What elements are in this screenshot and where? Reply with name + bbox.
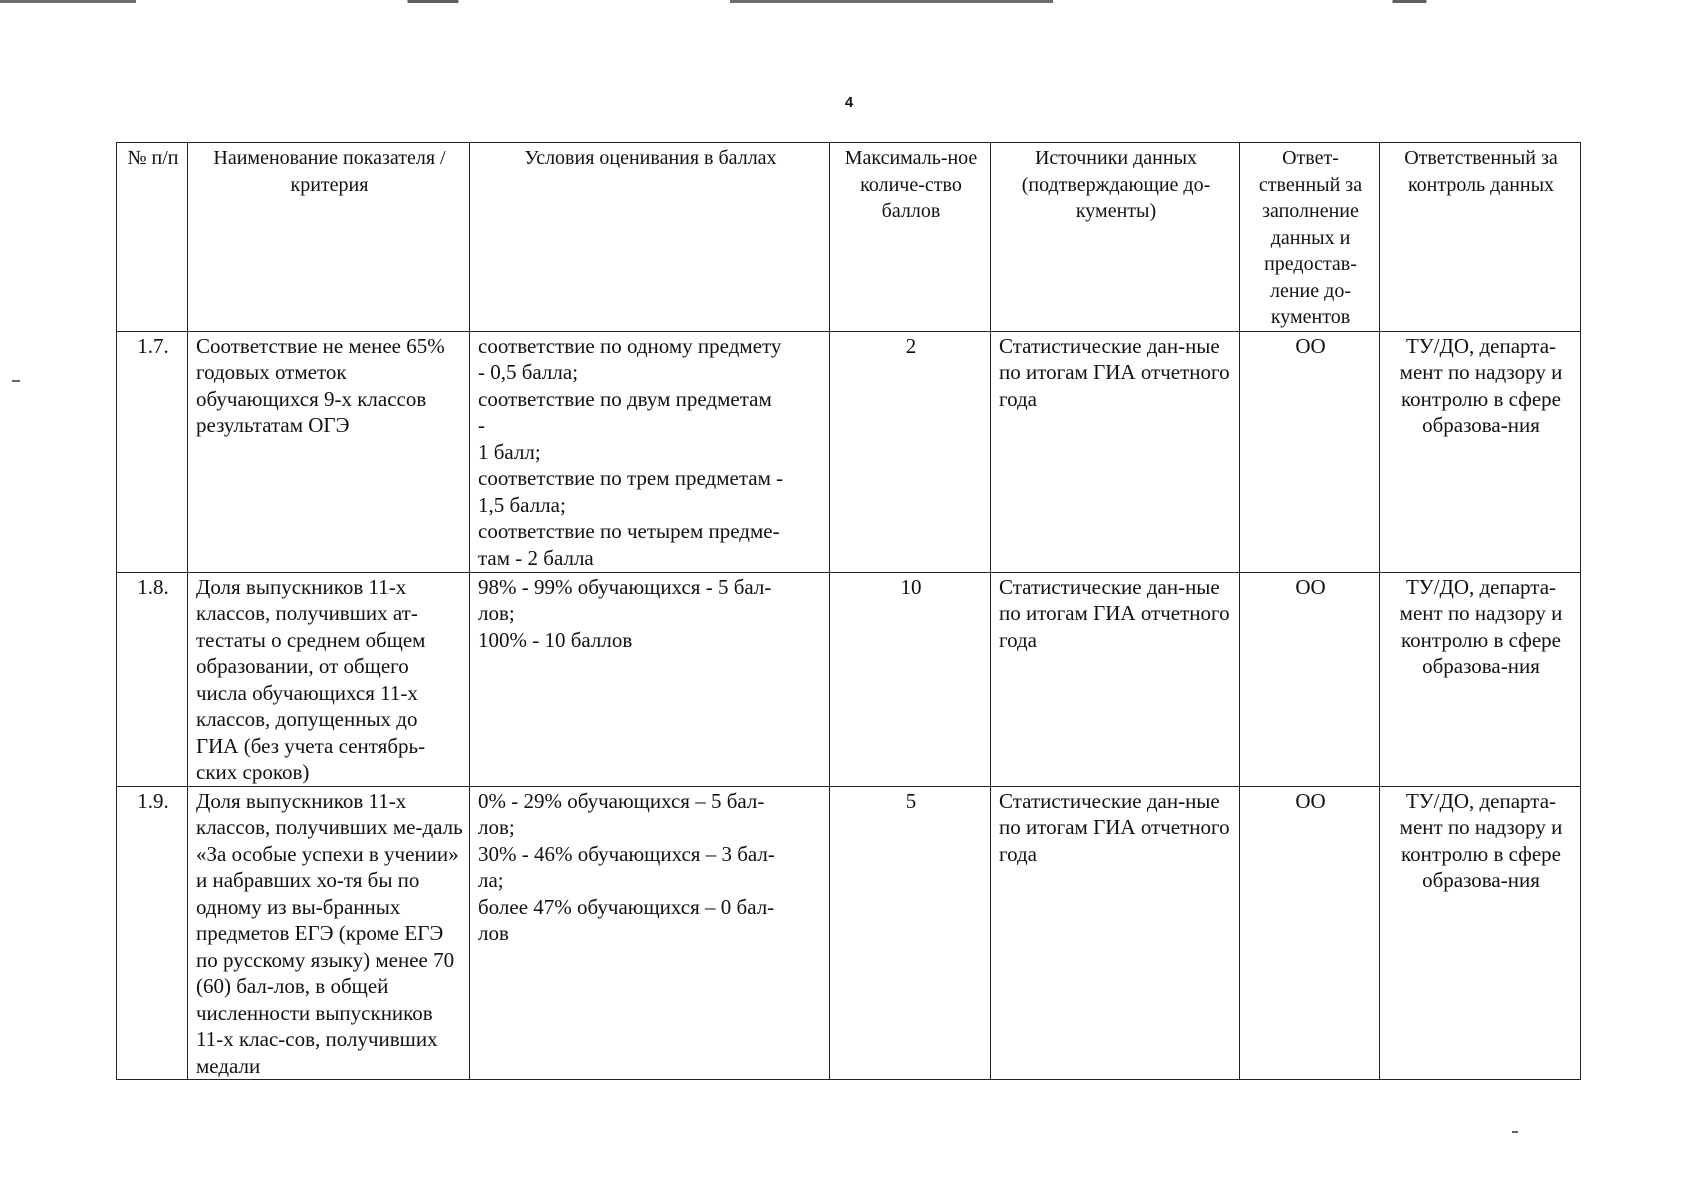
row-responsible: ОО — [1240, 786, 1380, 1080]
page-number: 4 — [844, 94, 854, 111]
table-row — [117, 331, 1581, 572]
row-criterion-name: Соответствие не менее 65% годовых отметок обучающихся 9-х классов результатам ОГЭ — [188, 331, 470, 572]
table-header-row — [117, 143, 1581, 332]
scan-mark-left — [12, 380, 20, 382]
row-max-points: 2 — [830, 331, 991, 572]
row-conditions: 98% - 99% обучающихся - 5 бал- лов; 100% - 10 баллов — [470, 572, 830, 786]
row-conditions: соответствие по одному предмету - 0,5 балла; соответствие по двум предметам - 1 балл; соответствие по трем предметам - 1,5 балла; соответствие по четырем предме- там - 2 балла — [470, 331, 830, 572]
scan-top-edge — [0, 0, 1698, 3]
header-responsible-filling: Ответ-ственный за заполнение данных и предостав-ление до-кументов — [1240, 143, 1380, 332]
row-data-source: Статистические дан-ные по итогам ГИА отчетного года — [991, 786, 1240, 1080]
header-num: № п/п — [117, 143, 188, 332]
header-data-sources: Источники данных (подтверждающие до-кументы) — [991, 143, 1240, 332]
row-conditions: 0% - 29% обучающихся – 5 бал- лов; 30% - 46% обучающихся – 3 бал- ла; более 47% обучающихся – 0 бал- лов — [470, 786, 830, 1080]
row-num: 1.9. — [117, 786, 188, 1080]
row-responsible: ОО — [1240, 572, 1380, 786]
row-num: 1.7. — [117, 331, 188, 572]
row-num: 1.8. — [117, 572, 188, 786]
row-control: ТУ/ДО, департа-мент по надзору и контролю в сфере образова-ния — [1380, 331, 1581, 572]
table-row — [117, 786, 1581, 1080]
row-max-points: 5 — [830, 786, 991, 1080]
header-name: Наименование показателя / критерия — [188, 143, 470, 332]
header-responsible-control: Ответственный за контроль данных — [1380, 143, 1581, 332]
row-criterion-name: Доля выпускников 11-х классов, получивших ат-тестаты о среднем общем образовании, от общего числа обучающихся 11-х классов, допущенных до ГИА (без учета сентябрь-ских сроков) — [188, 572, 470, 786]
criteria-table — [116, 142, 1581, 1080]
table-row — [117, 572, 1581, 786]
row-responsible: ОО — [1240, 331, 1380, 572]
scan-mark-bottom-right — [1512, 1131, 1518, 1133]
row-criterion-name: Доля выпускников 11-х классов, получивших ме-даль «За особые успехи в учении» и набравших хо-тя бы по одному из вы-бранных предметов ЕГЭ (кроме ЕГЭ по русскому языку) менее 70 (60) бал-лов, в общей численности выпускников 11-х клас-сов, получивших медали — [188, 786, 470, 1080]
row-control: ТУ/ДО, департа-мент по надзору и контролю в сфере образова-ния — [1380, 572, 1581, 786]
row-data-source: Статистические дан-ные по итогам ГИА отчетного года — [991, 572, 1240, 786]
row-max-points: 10 — [830, 572, 991, 786]
row-control: ТУ/ДО, департа-мент по надзору и контролю в сфере образова-ния — [1380, 786, 1581, 1080]
header-max-points: Максималь-ное количе-ство баллов — [830, 143, 991, 332]
row-data-source: Статистические дан-ные по итогам ГИА отчетного года — [991, 331, 1240, 572]
header-conditions: Условия оценивания в баллах — [470, 143, 830, 332]
